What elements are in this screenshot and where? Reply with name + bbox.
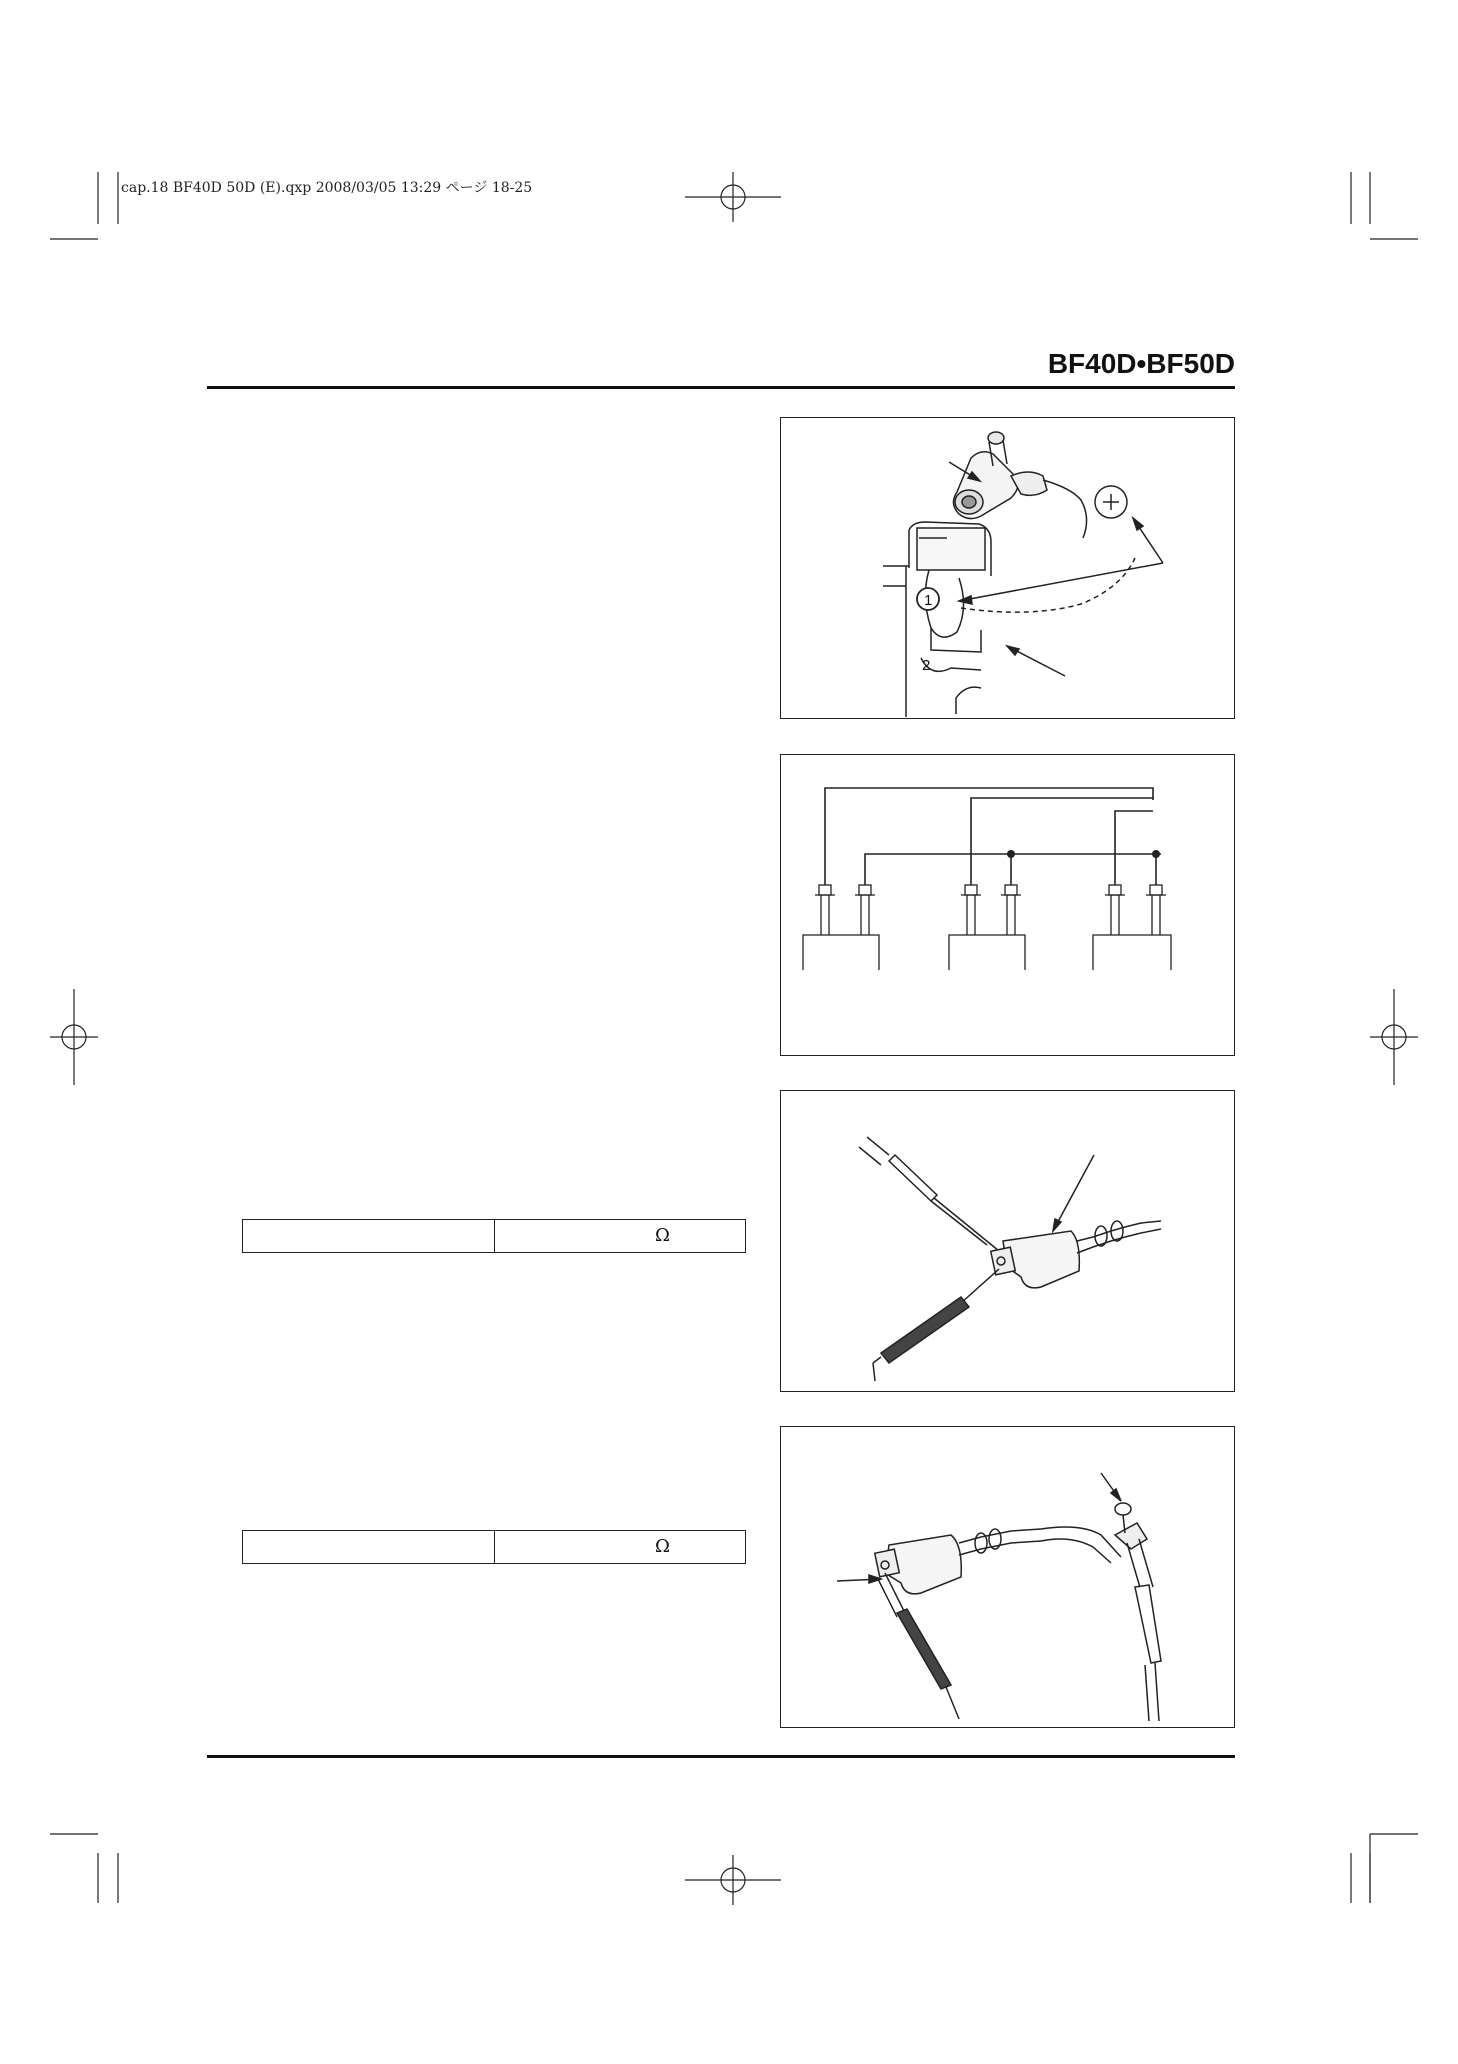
coil-wiring-diagram — [781, 755, 1233, 1054]
callout-2: 2 — [922, 657, 931, 674]
figure-wiring-diagram — [780, 754, 1235, 1056]
header-rule — [207, 386, 1235, 389]
coil-probe-illustration-2 — [781, 1427, 1233, 1726]
figure-plug-cap — [780, 417, 1235, 719]
plug-cap-illustration — [781, 418, 1233, 717]
spec-cell-label — [243, 1531, 495, 1563]
spec-table-2 — [242, 1530, 746, 1564]
figure-primary-test — [780, 1090, 1235, 1392]
spec-cell-value — [495, 1220, 745, 1252]
ohm-unit: Ω — [655, 1536, 670, 1557]
spec-table-1 — [242, 1219, 746, 1253]
spec-cell-label — [243, 1220, 495, 1252]
spec-cell-value — [495, 1531, 745, 1563]
print-slug: cap.18 BF40D 50D (E).qxp 2008/03/05 13:29 ページ 18-25 — [121, 180, 533, 196]
ohm-unit: Ω — [655, 1225, 670, 1246]
footer-rule — [207, 1755, 1235, 1758]
callout-1: 1 — [924, 592, 933, 609]
model-title: BF40D•BF50D — [1047, 348, 1235, 379]
figure-secondary-test — [780, 1426, 1235, 1728]
coil-probe-illustration-1 — [781, 1091, 1233, 1390]
